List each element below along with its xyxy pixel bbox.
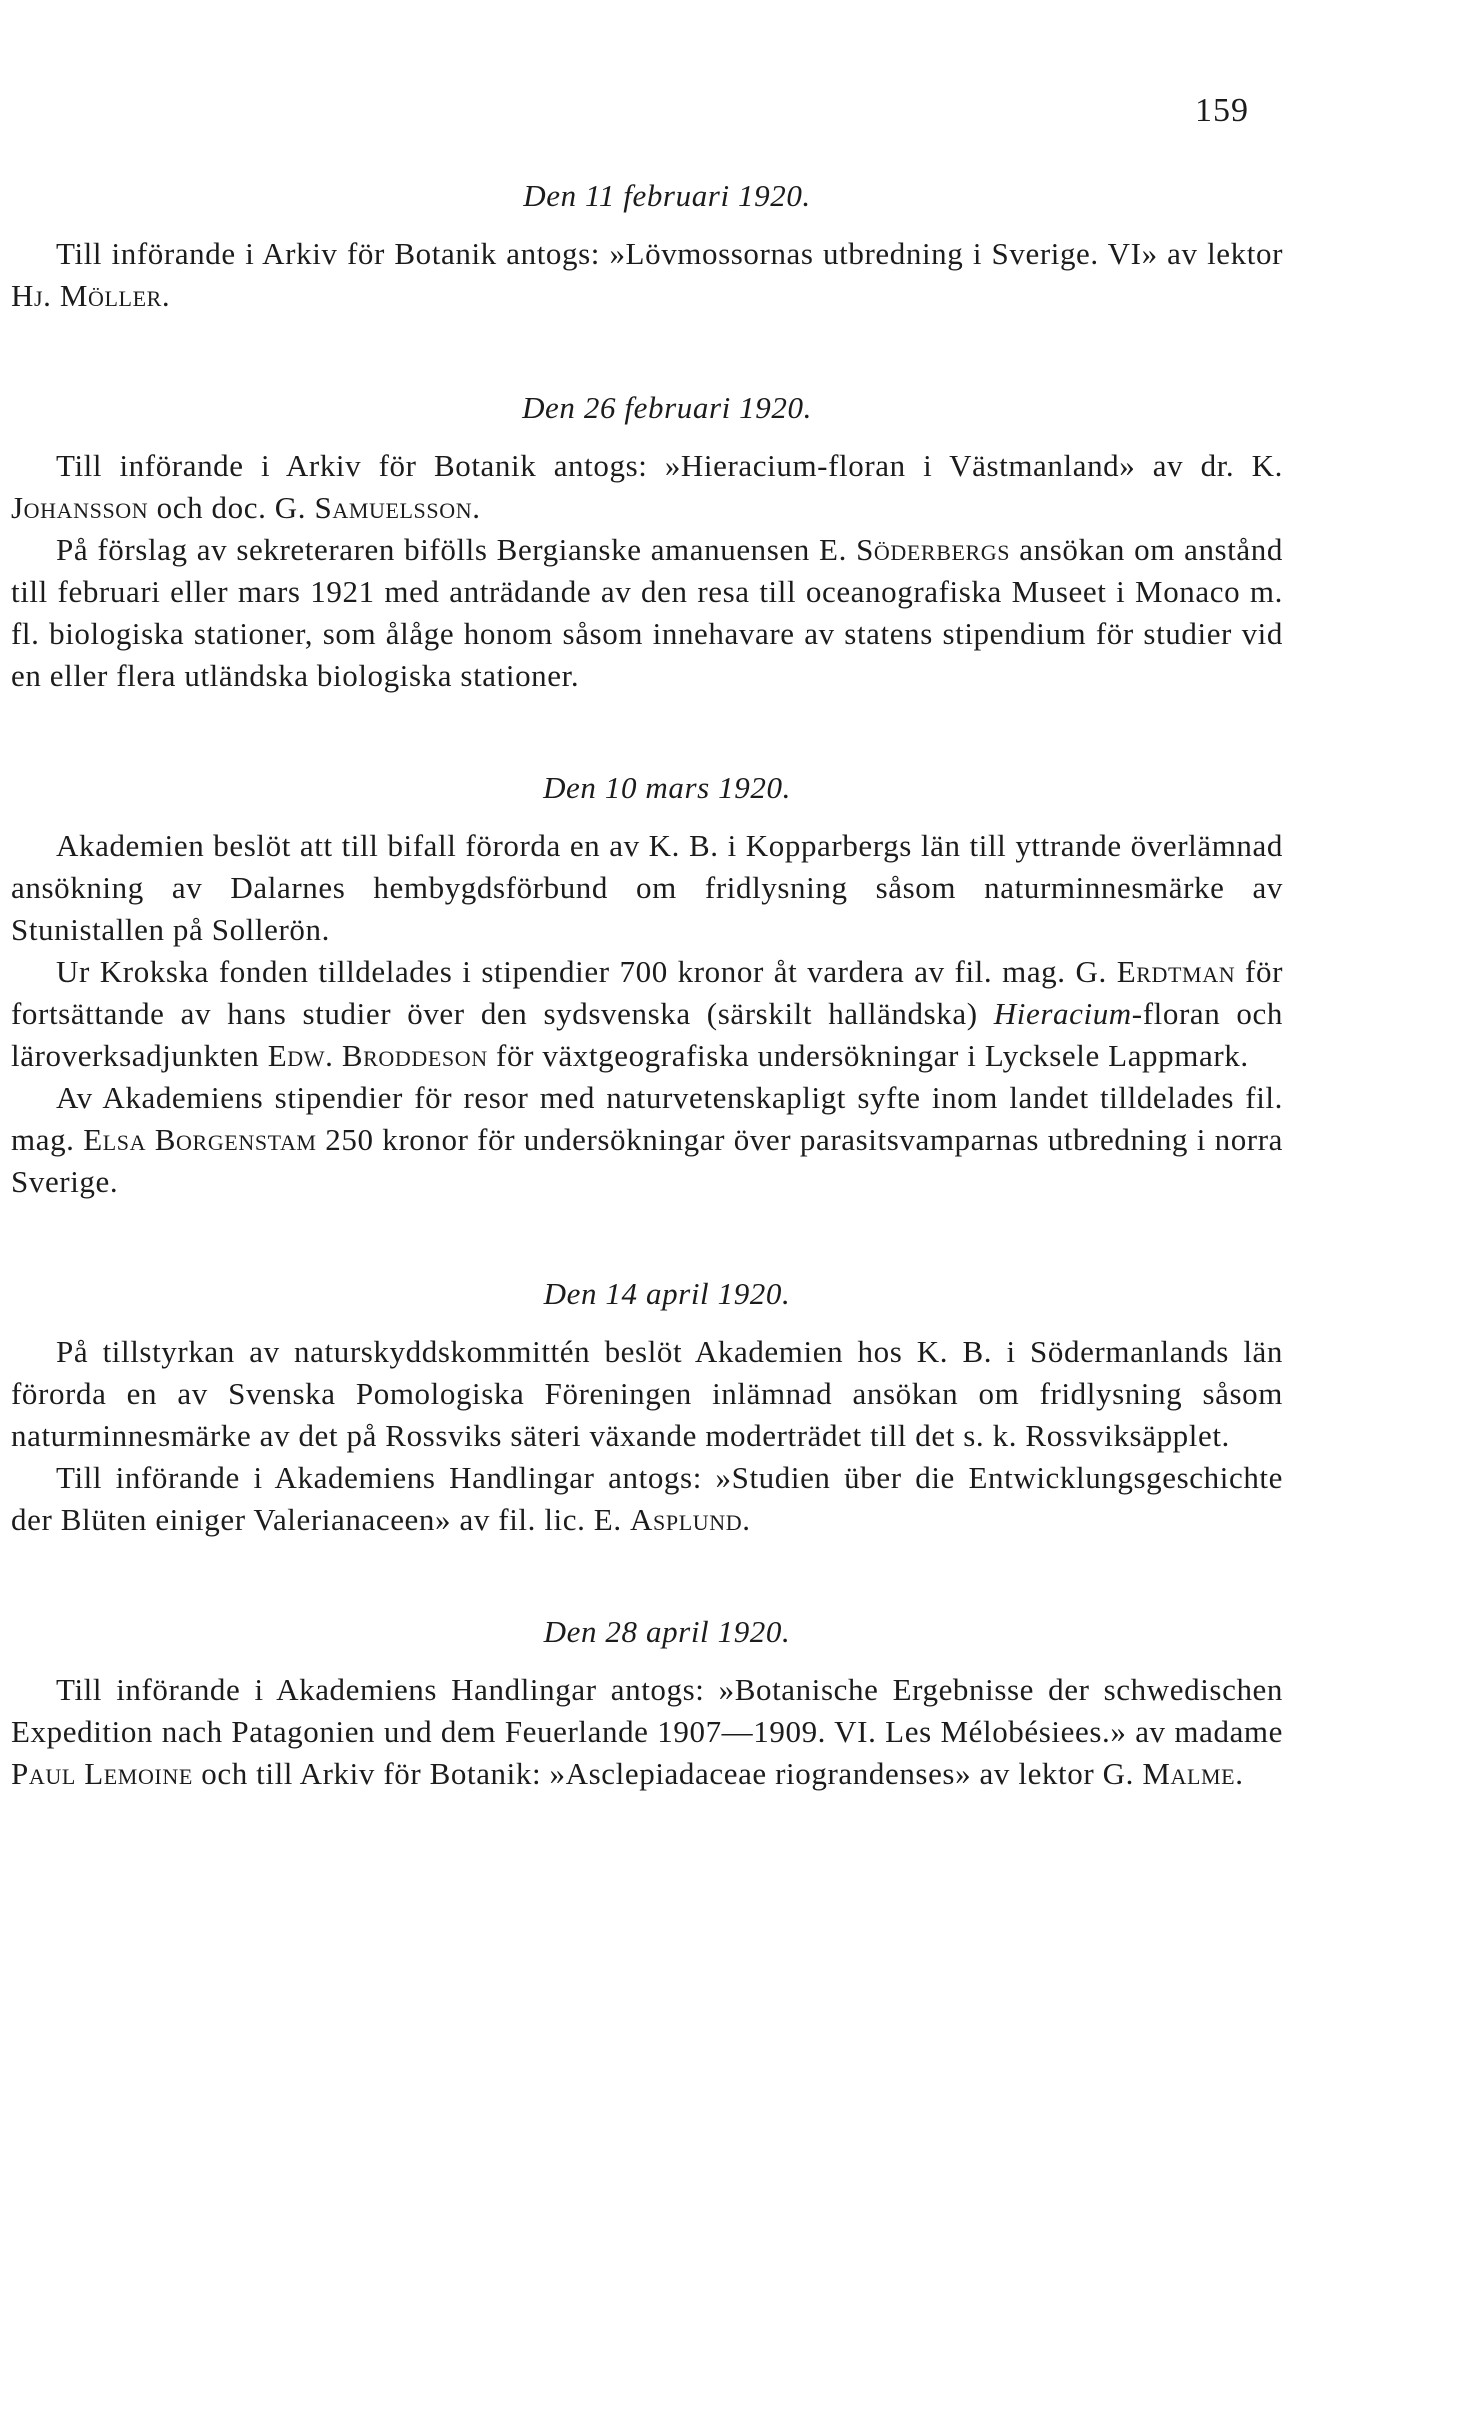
paragraph [11, 825, 1283, 951]
text-segment: Till införande i Akademiens Handlingar antogs: »Botanische Ergebnisse der schwedischen Expedition nach Patagonien und dem Feuerlande 1907—1909. VI. Les Mélobésiees.» av madame [11, 1672, 1283, 1749]
person-name: Edw. Broddeson [267, 1038, 488, 1073]
text-segment: och doc. G. [148, 490, 315, 525]
person-name: Söderbergs [856, 532, 1011, 567]
person-name: Asplund [630, 1502, 743, 1537]
paragraph [11, 529, 1283, 697]
text-segment: för fortsättande av hans studier över den sydsvenska (särskilt halländska) [11, 954, 1284, 1031]
paragraph [11, 233, 1283, 317]
text-segment: för växtgeografiska undersökningar i Lycksele Lappmark. [487, 1038, 1249, 1073]
section-date: Den 10 mars 1920. [543, 770, 791, 805]
text-segment: ansökan om anstånd till februari eller mars 1921 med anträdande av den resa till oceanografiska Museet i Monaco m. fl. biologiska stationer, som ålåge honom såsom innehavare av statens stipendium för studier vid en eller flera utländska biologiska stationer. [11, 532, 1283, 693]
person-name: Erdtman [1116, 954, 1236, 989]
text-segment: Till införande i Akademiens Handlingar antogs: »Studien über die Entwicklungsgeschichte der Blüten einiger Valerianaceen» av fil. lic. E. [11, 1460, 1283, 1537]
text-segment: . [742, 1502, 751, 1537]
paragraph [11, 1457, 1283, 1541]
text-segment: 250 kronor för undersökningar över parasitsvamparnas utbredning i norra Sverige. [11, 1122, 1284, 1199]
text-segment: och till Arkiv för Botanik: »Asclepiadaceae riograndenses» av lektor G. [192, 1756, 1143, 1791]
italic-term: Hieracium [993, 996, 1132, 1031]
text-segment: På tillstyrkan av naturskyddskommittén beslöt Akademien hos K. B. i Södermanlands län förorda en av Svenska Pomologiska Föreningen inlämnad ansökan om fridlysning såsom naturminnesmärke av det på Rossviks säteri växande moderträdet till det s. k. Rossviksäpplet. [11, 1334, 1283, 1453]
person-name: Paul Lemoine [11, 1756, 193, 1791]
section-gap [11, 1541, 1283, 1611]
paragraph [11, 1669, 1283, 1795]
text-segment: Ur Krokska fonden tilldelades i stipendier 700 kronor åt vardera av fil. mag. G. [56, 954, 1117, 989]
text-segment: . [1235, 1756, 1244, 1791]
minutes-section [11, 1611, 1283, 1795]
minutes-section [11, 387, 1283, 697]
page-body [11, 175, 1283, 1795]
person-name: Hj. Möller [11, 278, 162, 313]
text-segment: Till införande i Arkiv för Botanik antogs: »Lövmossornas utbredning i Sverige. VI» av lektor [56, 236, 1283, 271]
text-segment: På förslag av sekreteraren bifölls Bergianske amanuensen E. [56, 532, 857, 567]
section-date: Den 26 februari 1920. [522, 390, 812, 425]
text-segment: Av Akademiens stipendier för resor med naturvetenskapligt syfte inom landet tilldelades fil. mag. [11, 1080, 1283, 1157]
text-segment: Till införande i Arkiv för Botanik antogs: »Hieracium-floran i Västmanland» av dr. K. [56, 448, 1283, 483]
paragraph [11, 1331, 1283, 1457]
section-gap [11, 697, 1283, 767]
paragraph [11, 951, 1283, 1077]
minutes-section [11, 767, 1283, 1203]
paragraph [11, 445, 1283, 529]
text-segment: Akademien beslöt att till bifall förorda en av K. B. i Kopparbergs län till yttrande överlämnad ansökning av Dalarnes hembygdsförbund om fridlysning såsom naturminnesmärke av Stunistallen på Sollerön. [11, 828, 1283, 947]
person-name: Elsa Borgenstam [83, 1122, 317, 1157]
person-name: Johansson [11, 490, 149, 525]
section-date: Den 11 februari 1920. [523, 178, 811, 213]
page-number: 159 [1195, 92, 1249, 129]
text-segment: -floran och läroverksadjunkten [11, 996, 1283, 1073]
minutes-section [11, 1273, 1283, 1541]
text-segment: . [161, 278, 171, 313]
section-gap [11, 317, 1283, 387]
person-name: Malme [1142, 1756, 1236, 1791]
section-date: Den 28 april 1920. [543, 1614, 791, 1649]
minutes-section [11, 175, 1283, 317]
person-name: Samuelsson [314, 490, 473, 525]
section-date: Den 14 april 1920. [543, 1276, 791, 1311]
section-gap [11, 1203, 1283, 1273]
text-segment: . [472, 490, 481, 525]
paragraph [11, 1077, 1283, 1203]
